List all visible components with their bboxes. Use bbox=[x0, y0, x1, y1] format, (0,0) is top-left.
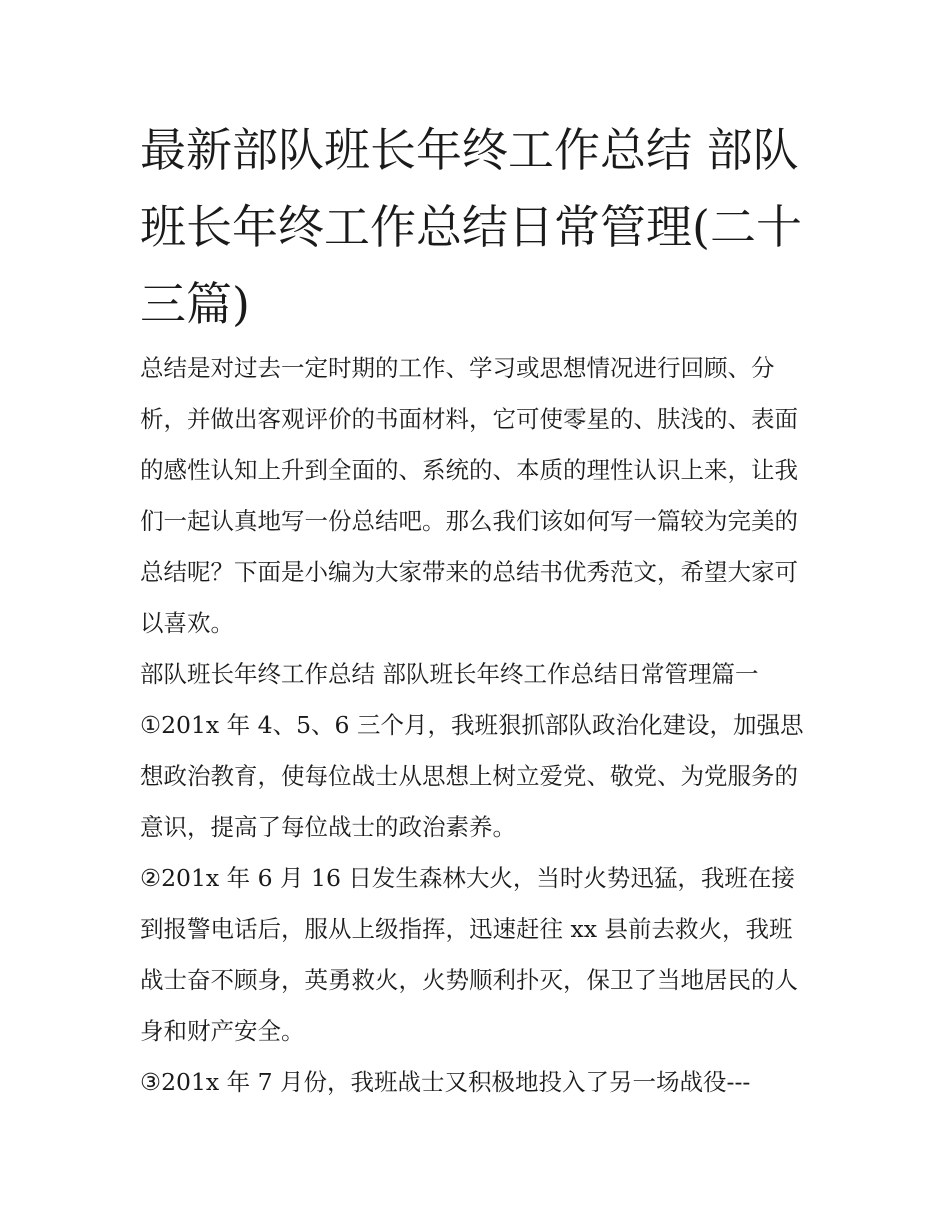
list-item: ③201x 年 7 月份，我班战士又积极地投入了另一场战役--- bbox=[140, 1068, 751, 1096]
list-item: ①201x 年 4、5、6 三个月，我班狠抓部队政治化建设，加强思想政治教育，使每位战士从思想上树立爱党、敬党、为党服务的意识，提高了每位战士的政治素养。 bbox=[140, 711, 804, 841]
document-title: 最新部队班长年终工作总结 部队班长年终工作总结日常管理(二十三篇) bbox=[140, 123, 802, 331]
item-list bbox=[140, 700, 812, 1108]
intro-paragraph: 总结是对过去一定时期的工作、学习或思想情况进行回顾、分析，并做出客观评价的书面材料，它可使零星的、肤浅的、表面的感性认知上升到全面的、系统的、本质的理性认识上来，让我们一起认真地写一份总结吧。那么我们该如何写一篇较为完美的总结呢？下面是小编为大家带来的总结书优秀范文，希望大家可以喜欢。 bbox=[140, 354, 798, 637]
section-heading: 部队班长年终工作总结 部队班长年终工作总结日常管理篇一 bbox=[140, 660, 759, 688]
list-item: ②201x 年 6 月 16 日发生森林大火，当时火势迅猛，我班在接到报警电话后，服从上级指挥，迅速赶往 xx 县前去救火，我班战士奋不顾身，英勇救火，火势顺利扑灭，保卫了当地居民的人身和财产安全。 bbox=[140, 864, 798, 1045]
document-page bbox=[140, 112, 812, 1108]
